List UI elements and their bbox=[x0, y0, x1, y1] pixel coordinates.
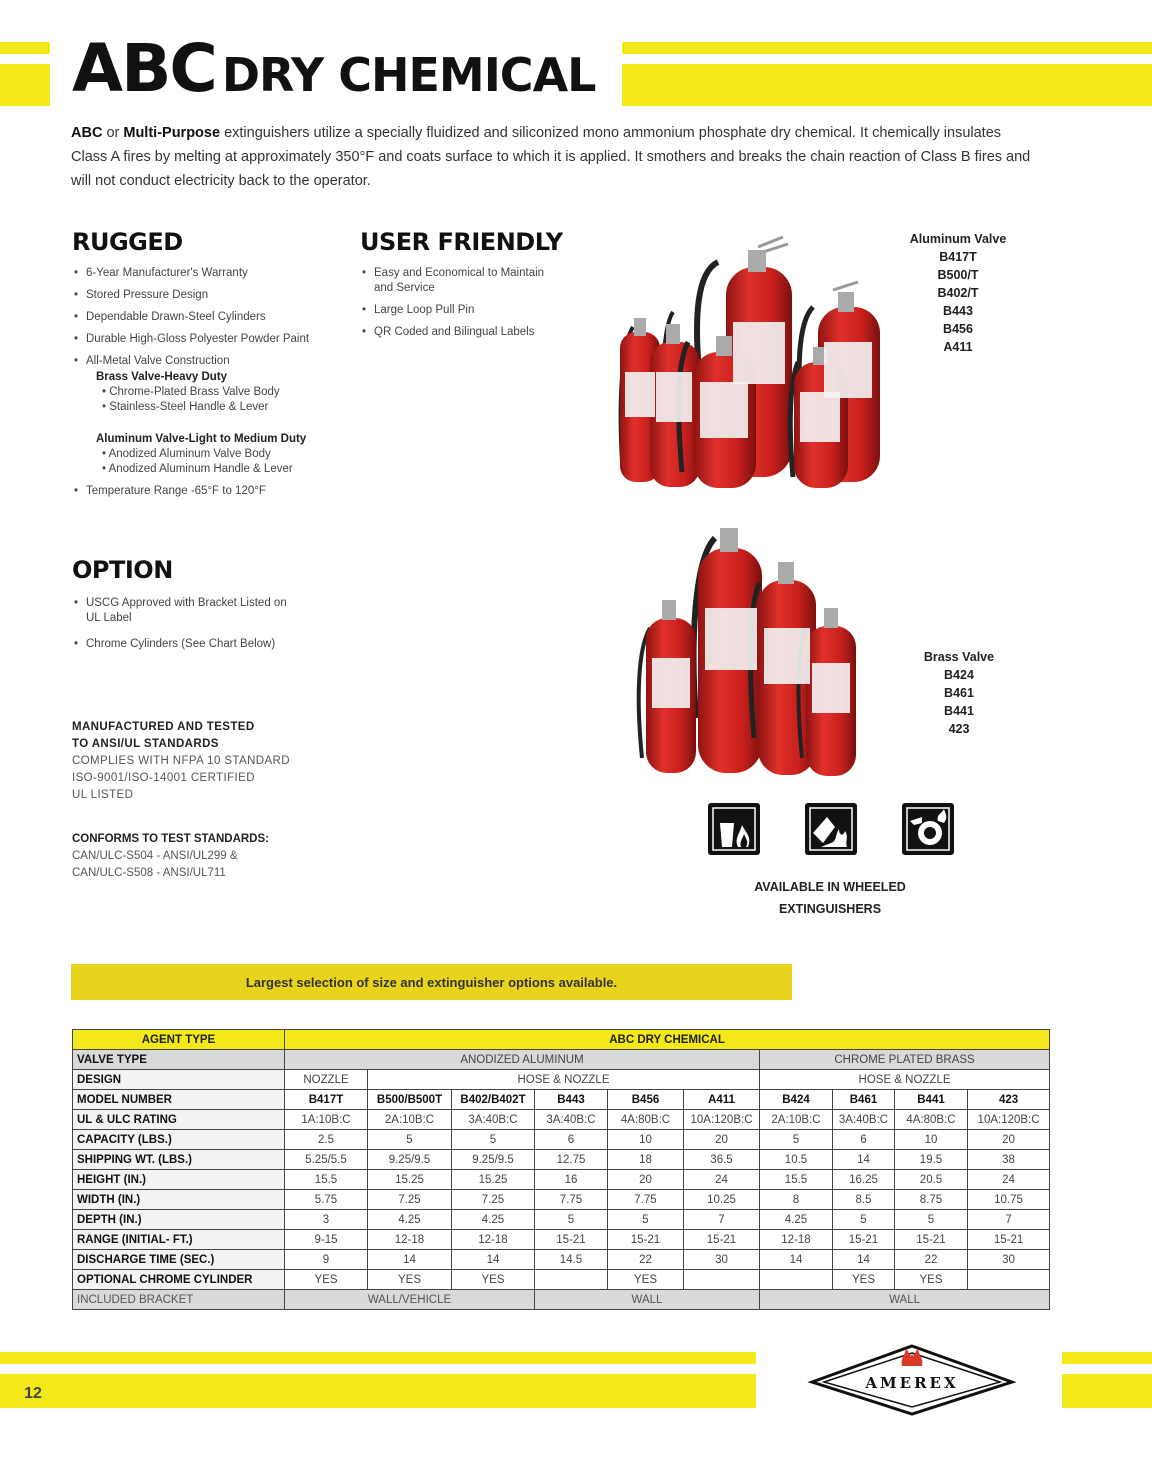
spec-rows bbox=[73, 1090, 1050, 1290]
model-number: B424 bbox=[944, 668, 974, 682]
table-cell: 9-15 bbox=[285, 1230, 368, 1250]
sublist-item: • Anodized Aluminum Valve Body bbox=[102, 448, 271, 460]
table-cell: 12.75 bbox=[535, 1150, 608, 1170]
table-row bbox=[73, 1110, 1050, 1130]
table-row-label: INCLUDED BRACKET bbox=[73, 1290, 285, 1310]
table-cell: B441 bbox=[895, 1090, 968, 1110]
intro-lead-abc: ABC bbox=[71, 125, 103, 141]
table-cell: AGENT TYPE bbox=[73, 1030, 285, 1050]
list-item: • Temperature Range -65°F to 120°F bbox=[72, 484, 332, 499]
table-cell: 5 bbox=[368, 1130, 452, 1150]
class-c-electrical-fire-icon bbox=[902, 803, 954, 855]
logo-text: AMEREX bbox=[865, 1374, 959, 1392]
table-cell: 2A:10B:C bbox=[760, 1110, 833, 1130]
header-bar-left-top bbox=[0, 42, 50, 54]
table-cell: ABC DRY CHEMICAL bbox=[285, 1030, 1050, 1050]
table-cell: 15.5 bbox=[760, 1170, 833, 1190]
list-item-text: All-Metal Valve Construction bbox=[86, 355, 230, 367]
list-item: • Chrome Cylinders (See Chart Below) bbox=[72, 637, 292, 652]
model-number: B441 bbox=[944, 704, 974, 718]
table-cell: 5.75 bbox=[285, 1190, 368, 1210]
conforms-heading: CONFORMS TO TEST STANDARDS: bbox=[72, 833, 269, 845]
footer-bar-left-top bbox=[0, 1352, 756, 1364]
conforms-line: CAN/ULC-S508 - ANSI/UL711 bbox=[72, 867, 226, 879]
table-cell: 20 bbox=[608, 1170, 684, 1190]
table-cell: YES bbox=[895, 1270, 968, 1290]
table-row-label: VALVE TYPE bbox=[73, 1050, 285, 1070]
sublist-item: • Anodized Aluminum Handle & Lever bbox=[102, 463, 293, 475]
brass-valve-extinguishers-photo bbox=[630, 518, 870, 780]
user-friendly-heading: USER FRIENDLY bbox=[360, 228, 563, 256]
table-cell: B461 bbox=[833, 1090, 895, 1110]
table-cell: 3A:40B:C bbox=[452, 1110, 535, 1130]
table-cell: B417T bbox=[285, 1090, 368, 1110]
table-cell: 3 bbox=[285, 1210, 368, 1230]
aluminum-valve-subheading: Aluminum Valve-Light to Medium Duty bbox=[96, 433, 307, 445]
table-cell: B456 bbox=[608, 1090, 684, 1110]
table-cell: B443 bbox=[535, 1090, 608, 1110]
table-cell: 8.5 bbox=[833, 1190, 895, 1210]
table-row-label: UL & ULC RATING bbox=[73, 1110, 285, 1130]
table-cell: 7.25 bbox=[368, 1190, 452, 1210]
footer-bar-right-top bbox=[1062, 1352, 1152, 1364]
table-cell: B500/B500T bbox=[368, 1090, 452, 1110]
model-number: B402/T bbox=[937, 286, 979, 300]
table-cell: 6 bbox=[535, 1130, 608, 1150]
table-cell: 30 bbox=[968, 1250, 1050, 1270]
table-cell: 6 bbox=[833, 1130, 895, 1150]
table-cell: 7 bbox=[684, 1210, 760, 1230]
table-cell: 2.5 bbox=[285, 1130, 368, 1150]
table-cell: HOSE & NOZZLE bbox=[760, 1070, 1050, 1090]
table-cell: 22 bbox=[895, 1250, 968, 1270]
table-cell: YES bbox=[368, 1270, 452, 1290]
option-heading: OPTION bbox=[72, 556, 173, 584]
table-cell: 15-21 bbox=[535, 1230, 608, 1250]
wheeled-availability bbox=[720, 876, 940, 920]
table-row-label: MODEL NUMBER bbox=[73, 1090, 285, 1110]
table-row-label: DESIGN bbox=[73, 1070, 285, 1090]
table-cell: 423 bbox=[968, 1090, 1050, 1110]
table-cell: 19.5 bbox=[895, 1150, 968, 1170]
table-row bbox=[73, 1270, 1050, 1290]
wheeled-line-2: EXTINGUISHERS bbox=[778, 902, 882, 916]
table-cell: WALL/VEHICLE bbox=[285, 1290, 535, 1310]
table-row-label: HEIGHT (IN.) bbox=[73, 1170, 285, 1190]
table-row bbox=[73, 1210, 1050, 1230]
table-row bbox=[73, 1130, 1050, 1150]
sublist-item: • Chrome-Plated Brass Valve Body bbox=[102, 386, 280, 398]
table-cell: 5 bbox=[833, 1210, 895, 1230]
list-item: • Dependable Drawn-Steel Cylinders bbox=[72, 310, 332, 325]
table-cell: 15.5 bbox=[285, 1170, 368, 1190]
intro-paragraph bbox=[71, 121, 1031, 193]
table-cell: 9.25/9.5 bbox=[368, 1150, 452, 1170]
table-cell: 5 bbox=[535, 1210, 608, 1230]
table-cell: 14.5 bbox=[535, 1250, 608, 1270]
table-cell: 12-18 bbox=[368, 1230, 452, 1250]
table-cell: 7 bbox=[968, 1210, 1050, 1230]
page-number: 12 bbox=[24, 1385, 42, 1402]
standards-block bbox=[72, 719, 290, 804]
table-cell: 15.25 bbox=[368, 1170, 452, 1190]
table-cell: 10 bbox=[895, 1130, 968, 1150]
table-row-label: CAPACITY (LBS.) bbox=[73, 1130, 285, 1150]
table-row bbox=[73, 1170, 1050, 1190]
table-row bbox=[73, 1030, 1050, 1050]
table-cell: 4A:80B:C bbox=[895, 1110, 968, 1130]
table-cell: 10A:120B:C bbox=[684, 1110, 760, 1130]
table-cell: 14 bbox=[833, 1250, 895, 1270]
standards-heading-1: MANUFACTURED AND TESTED bbox=[72, 721, 255, 733]
wheeled-line-1: AVAILABLE IN WHEELED bbox=[754, 880, 906, 894]
table-cell: 12-18 bbox=[452, 1230, 535, 1250]
table-cell: 5 bbox=[895, 1210, 968, 1230]
intro-text: extinguishers utilize a specially fluidized and siliconized mono ammonium phosphate dry chemical. It chemically insulates Class A fires by melting at approximately 350°F and coats surface to which it is applied. It smothers and breaks the chain reaction of Class B fires and will not conduct electricity back to the operator. bbox=[71, 125, 1031, 189]
table-cell: WALL bbox=[535, 1290, 760, 1310]
table-cell: HOSE & NOZZLE bbox=[368, 1070, 760, 1090]
table-cell: 14 bbox=[452, 1250, 535, 1270]
table-cell: YES bbox=[452, 1270, 535, 1290]
standards-line: COMPLIES WITH NFPA 10 STANDARD bbox=[72, 755, 290, 767]
user-friendly-list bbox=[360, 266, 560, 347]
table-cell: 15-21 bbox=[684, 1230, 760, 1250]
spec-table bbox=[72, 1029, 1050, 1310]
table-cell: 15-21 bbox=[608, 1230, 684, 1250]
table-cell: 14 bbox=[760, 1250, 833, 1270]
list-item: • Durable High-Gloss Polyester Powder Paint bbox=[72, 332, 312, 347]
page-title bbox=[72, 30, 595, 107]
table-row-label: DISCHARGE TIME (SEC.) bbox=[73, 1250, 285, 1270]
table-cell: YES bbox=[608, 1270, 684, 1290]
table-cell: 15-21 bbox=[968, 1230, 1050, 1250]
model-number: B500/T bbox=[937, 268, 979, 282]
list-item bbox=[72, 354, 332, 477]
table-cell bbox=[535, 1270, 608, 1290]
table-row bbox=[73, 1230, 1050, 1250]
table-cell: 5 bbox=[760, 1130, 833, 1150]
table-row bbox=[73, 1090, 1050, 1110]
table-cell: 16 bbox=[535, 1170, 608, 1190]
table-cell: WALL bbox=[760, 1290, 1050, 1310]
table-cell: 38 bbox=[968, 1150, 1050, 1170]
table-cell: A411 bbox=[684, 1090, 760, 1110]
model-number: B443 bbox=[943, 304, 973, 318]
brass-valve-subheading: Brass Valve-Heavy Duty bbox=[96, 371, 228, 383]
table-row-label: OPTIONAL CHROME CYLINDER bbox=[73, 1270, 285, 1290]
table-cell: 18 bbox=[608, 1150, 684, 1170]
title-dry-chemical: DRY CHEMICAL bbox=[221, 48, 596, 102]
standards-heading-2: TO ANSI/UL STANDARDS bbox=[72, 738, 219, 750]
option-list bbox=[72, 596, 292, 659]
model-number: A411 bbox=[943, 340, 973, 354]
table-cell: 30 bbox=[684, 1250, 760, 1270]
table-cell: 36.5 bbox=[684, 1150, 760, 1170]
table-cell: 7.75 bbox=[608, 1190, 684, 1210]
header-bar-left-bottom bbox=[0, 64, 50, 106]
table-cell: 4.25 bbox=[368, 1210, 452, 1230]
table-row bbox=[73, 1290, 1050, 1310]
standards-line: ISO-9001/ISO-14001 CERTIFIED bbox=[72, 772, 255, 784]
table-cell: 5.25/5.5 bbox=[285, 1150, 368, 1170]
table-cell: 8.75 bbox=[895, 1190, 968, 1210]
aluminum-valve-extinguishers-photo bbox=[608, 232, 898, 488]
table-cell bbox=[684, 1270, 760, 1290]
table-cell: 1A:10B:C bbox=[285, 1110, 368, 1130]
table-cell: 24 bbox=[684, 1170, 760, 1190]
table-cell: B402/B402T bbox=[452, 1090, 535, 1110]
table-cell: 4A:80B:C bbox=[608, 1110, 684, 1130]
intro-lead-multipurpose: Multi-Purpose bbox=[123, 125, 221, 141]
table-cell: 12-18 bbox=[760, 1230, 833, 1250]
table-cell: 2A:10B:C bbox=[368, 1110, 452, 1130]
table-cell: 15-21 bbox=[833, 1230, 895, 1250]
conforms-line: CAN/ULC-S504 - ANSI/UL299 & bbox=[72, 850, 238, 862]
selection-banner: Largest selection of size and extinguisher options available. bbox=[71, 964, 792, 1000]
class-b-liquid-fire-icon bbox=[805, 803, 857, 855]
table-cell: 4.25 bbox=[760, 1210, 833, 1230]
table-cell: 14 bbox=[368, 1250, 452, 1270]
table-row bbox=[73, 1150, 1050, 1170]
list-item: • QR Coded and Bilingual Labels bbox=[360, 325, 560, 340]
table-cell: 9.25/9.5 bbox=[452, 1150, 535, 1170]
list-item: • USCG Approved with Bracket Listed on UL Label bbox=[72, 596, 292, 626]
table-cell: 10.25 bbox=[684, 1190, 760, 1210]
table-row bbox=[73, 1190, 1050, 1210]
table-cell: 22 bbox=[608, 1250, 684, 1270]
table-cell: YES bbox=[285, 1270, 368, 1290]
table-cell: 14 bbox=[833, 1150, 895, 1170]
table-row-label: WIDTH (IN.) bbox=[73, 1190, 285, 1210]
table-cell: CHROME PLATED BRASS bbox=[760, 1050, 1050, 1070]
conforms-block bbox=[72, 831, 269, 882]
table-cell: 3A:40B:C bbox=[833, 1110, 895, 1130]
table-cell: 5 bbox=[608, 1210, 684, 1230]
aluminum-valve-title: Aluminum Valve bbox=[909, 232, 1007, 246]
table-cell: 10 bbox=[608, 1130, 684, 1150]
list-item: • Large Loop Pull Pin bbox=[360, 303, 560, 318]
header-bar-right-top bbox=[622, 42, 1152, 54]
model-number: B461 bbox=[944, 686, 974, 700]
list-item: • Stored Pressure Design bbox=[72, 288, 332, 303]
table-cell: 7.75 bbox=[535, 1190, 608, 1210]
model-number: 423 bbox=[948, 722, 970, 736]
class-a-trash-fire-icon bbox=[708, 803, 760, 855]
brass-valve-models bbox=[904, 648, 1014, 738]
table-row-label: RANGE (INITIAL- FT.) bbox=[73, 1230, 285, 1250]
table-cell: 4.25 bbox=[452, 1210, 535, 1230]
table-row bbox=[73, 1250, 1050, 1270]
brass-valve-title: Brass Valve bbox=[923, 650, 995, 664]
list-item: • Easy and Economical to Maintain and Service bbox=[360, 266, 560, 296]
amerex-logo bbox=[806, 1340, 1018, 1416]
table-cell: YES bbox=[833, 1270, 895, 1290]
table-row bbox=[73, 1050, 1050, 1070]
table-cell: B424 bbox=[760, 1090, 833, 1110]
header-bar-right-bottom bbox=[622, 64, 1152, 106]
table-cell: 24 bbox=[968, 1170, 1050, 1190]
table-cell: 20 bbox=[684, 1130, 760, 1150]
table-cell: 15-21 bbox=[895, 1230, 968, 1250]
intro-lead-or: or bbox=[102, 125, 124, 141]
table-cell: ANODIZED ALUMINUM bbox=[285, 1050, 760, 1070]
table-row-label: DEPTH (IN.) bbox=[73, 1210, 285, 1230]
title-abc: ABC bbox=[72, 30, 216, 107]
footer-bar-right-bottom bbox=[1062, 1374, 1152, 1408]
sublist-item: • Stainless-Steel Handle & Lever bbox=[102, 401, 269, 413]
table-cell: 10A:120B:C bbox=[968, 1110, 1050, 1130]
table-cell bbox=[968, 1270, 1050, 1290]
table-cell bbox=[760, 1270, 833, 1290]
rugged-heading: RUGGED bbox=[72, 228, 183, 256]
table-cell: 16.25 bbox=[833, 1170, 895, 1190]
table-cell: 5 bbox=[452, 1130, 535, 1150]
table-cell: 9 bbox=[285, 1250, 368, 1270]
table-cell: NOZZLE bbox=[285, 1070, 368, 1090]
table-cell: 20 bbox=[968, 1130, 1050, 1150]
table-row bbox=[73, 1070, 1050, 1090]
table-cell: 7.25 bbox=[452, 1190, 535, 1210]
table-cell: 10.75 bbox=[968, 1190, 1050, 1210]
table-cell: 3A:40B:C bbox=[535, 1110, 608, 1130]
table-cell: 10.5 bbox=[760, 1150, 833, 1170]
table-cell: 20.5 bbox=[895, 1170, 968, 1190]
footer-bar-left-bottom bbox=[0, 1374, 756, 1408]
table-cell: 8 bbox=[760, 1190, 833, 1210]
table-row-label: SHIPPING WT. (LBS.) bbox=[73, 1150, 285, 1170]
table-cell: 15.25 bbox=[452, 1170, 535, 1190]
standards-line: UL LISTED bbox=[72, 789, 134, 801]
model-number: B417T bbox=[939, 250, 977, 264]
list-item: • 6-Year Manufacturer's Warranty bbox=[72, 266, 332, 281]
rugged-list bbox=[72, 266, 332, 506]
aluminum-valve-models bbox=[896, 230, 1020, 356]
model-number: B456 bbox=[943, 322, 973, 336]
